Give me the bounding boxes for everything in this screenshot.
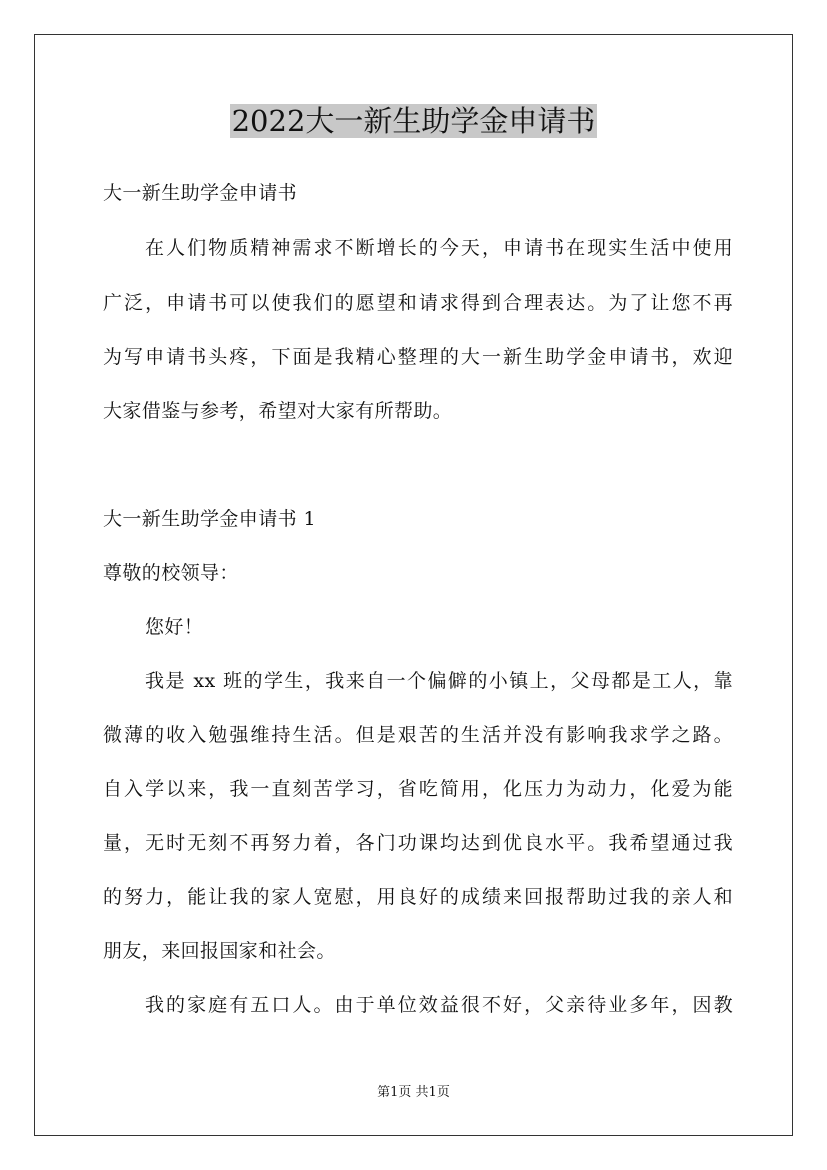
intro-line: 为写申请书头疼，下面是我精心整理的大一新生助学金申请书，欢迎 xyxy=(103,346,733,368)
section-title: 大一新生助学金申请书 1 xyxy=(103,508,316,530)
body-line: 的努力，能让我的家人宽慰，用良好的成绩来回报帮助过我的亲人和 xyxy=(103,886,733,908)
body-line: 微薄的收入勉强维持生活。但是艰苦的生活并没有影响我求学之路。 xyxy=(103,724,733,746)
greeting: 您好！ xyxy=(145,616,204,638)
document-title-text: 2022大一新生助学金申请书 xyxy=(231,104,596,138)
document-subtitle: 大一新生助学金申请书 xyxy=(103,182,298,204)
intro-line: 在人们物质精神需求不断增长的今天，申请书在现实生活中使用 xyxy=(145,237,733,259)
body-line: 自入学以来，我一直刻苦学习，省吃简用，化压力为动力，化爱为能 xyxy=(103,778,733,800)
salutation: 尊敬的校领导： xyxy=(103,562,239,584)
intro-line: 大家借鉴与参考，希望对大家有所帮助。 xyxy=(103,400,453,422)
body-line: 量，无时无刻不再努力着，各门功课均达到优良水平。我希望通过我 xyxy=(103,832,733,854)
intro-line: 广泛，申请书可以使我们的愿望和请求得到合理表达。为了让您不再 xyxy=(103,292,733,314)
document-title xyxy=(0,100,827,142)
page-footer: 第1页 共1页 xyxy=(377,1085,450,1100)
body-line: 我的家庭有五口人。由于单位效益很不好，父亲待业多年，因教 xyxy=(145,994,733,1016)
body-line: 朋友，来回报国家和社会。 xyxy=(103,940,336,962)
body-line: 我是 xx 班的学生，我来自一个偏僻的小镇上，父母都是工人，靠 xyxy=(145,670,733,692)
